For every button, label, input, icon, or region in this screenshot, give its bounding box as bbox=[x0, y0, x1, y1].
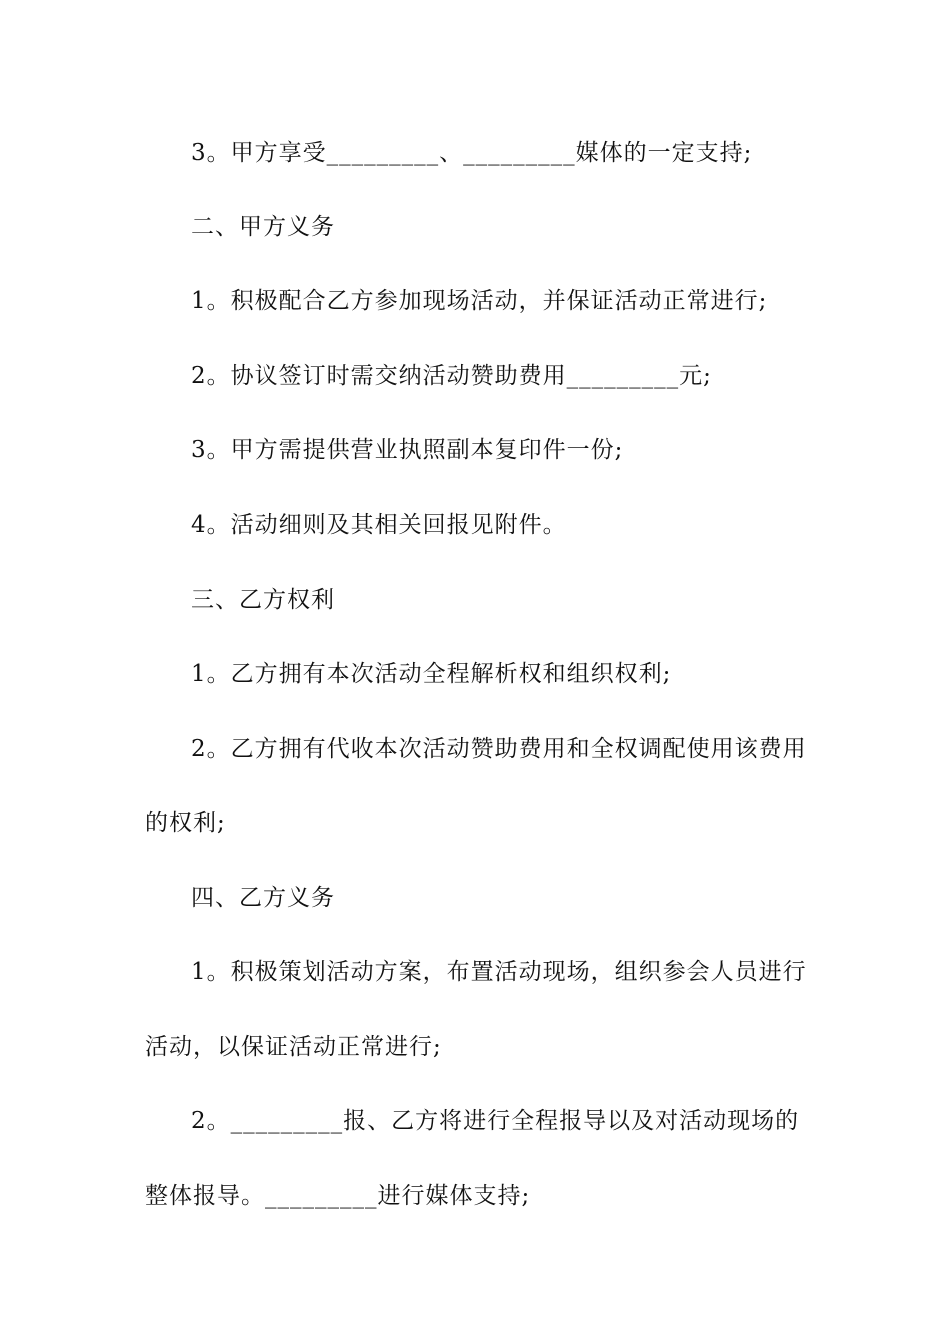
clause-c2-text: 2。乙方拥有代收本次活动赞助费用和全权调配使用该费用 bbox=[191, 736, 807, 762]
clause-d2-text: 2。_________报、乙方将进行全程报导以及对活动现场的 bbox=[191, 1108, 800, 1134]
clause-b1-text: 1。积极配合乙方参加现场活动，并保证活动正常进行; bbox=[191, 288, 768, 314]
clause-a3-text: 3。甲方享受_________、_________媒体的一定支持; bbox=[191, 140, 753, 166]
clause-d1-text: 1。积极策划活动方案，布置活动现场，组织参会人员进行 bbox=[191, 959, 807, 985]
section-heading-party-b-obligations: 四、乙方义务 bbox=[191, 885, 335, 911]
clause-b3-text: 3。甲方需提供营业执照副本复印件一份; bbox=[191, 437, 624, 463]
clause-c1-text: 1。乙方拥有本次活动全程解析权和组织权利; bbox=[191, 661, 672, 687]
clause-b4-text: 4。活动细则及其相关回报见附件。 bbox=[191, 512, 567, 538]
section-heading-party-a-obligations: 二、甲方义务 bbox=[191, 214, 335, 240]
clause-d2-continuation: 整体报导。_________进行媒体支持; bbox=[145, 1183, 531, 1209]
clause-d1-continuation: 活动，以保证活动正常进行; bbox=[145, 1034, 442, 1060]
clause-c2-continuation: 的权利; bbox=[145, 810, 226, 836]
clause-b2-text: 2。协议签订时需交纳活动赞助费用_________元; bbox=[191, 363, 712, 389]
section-heading-party-b-rights: 三、乙方权利 bbox=[191, 587, 335, 613]
